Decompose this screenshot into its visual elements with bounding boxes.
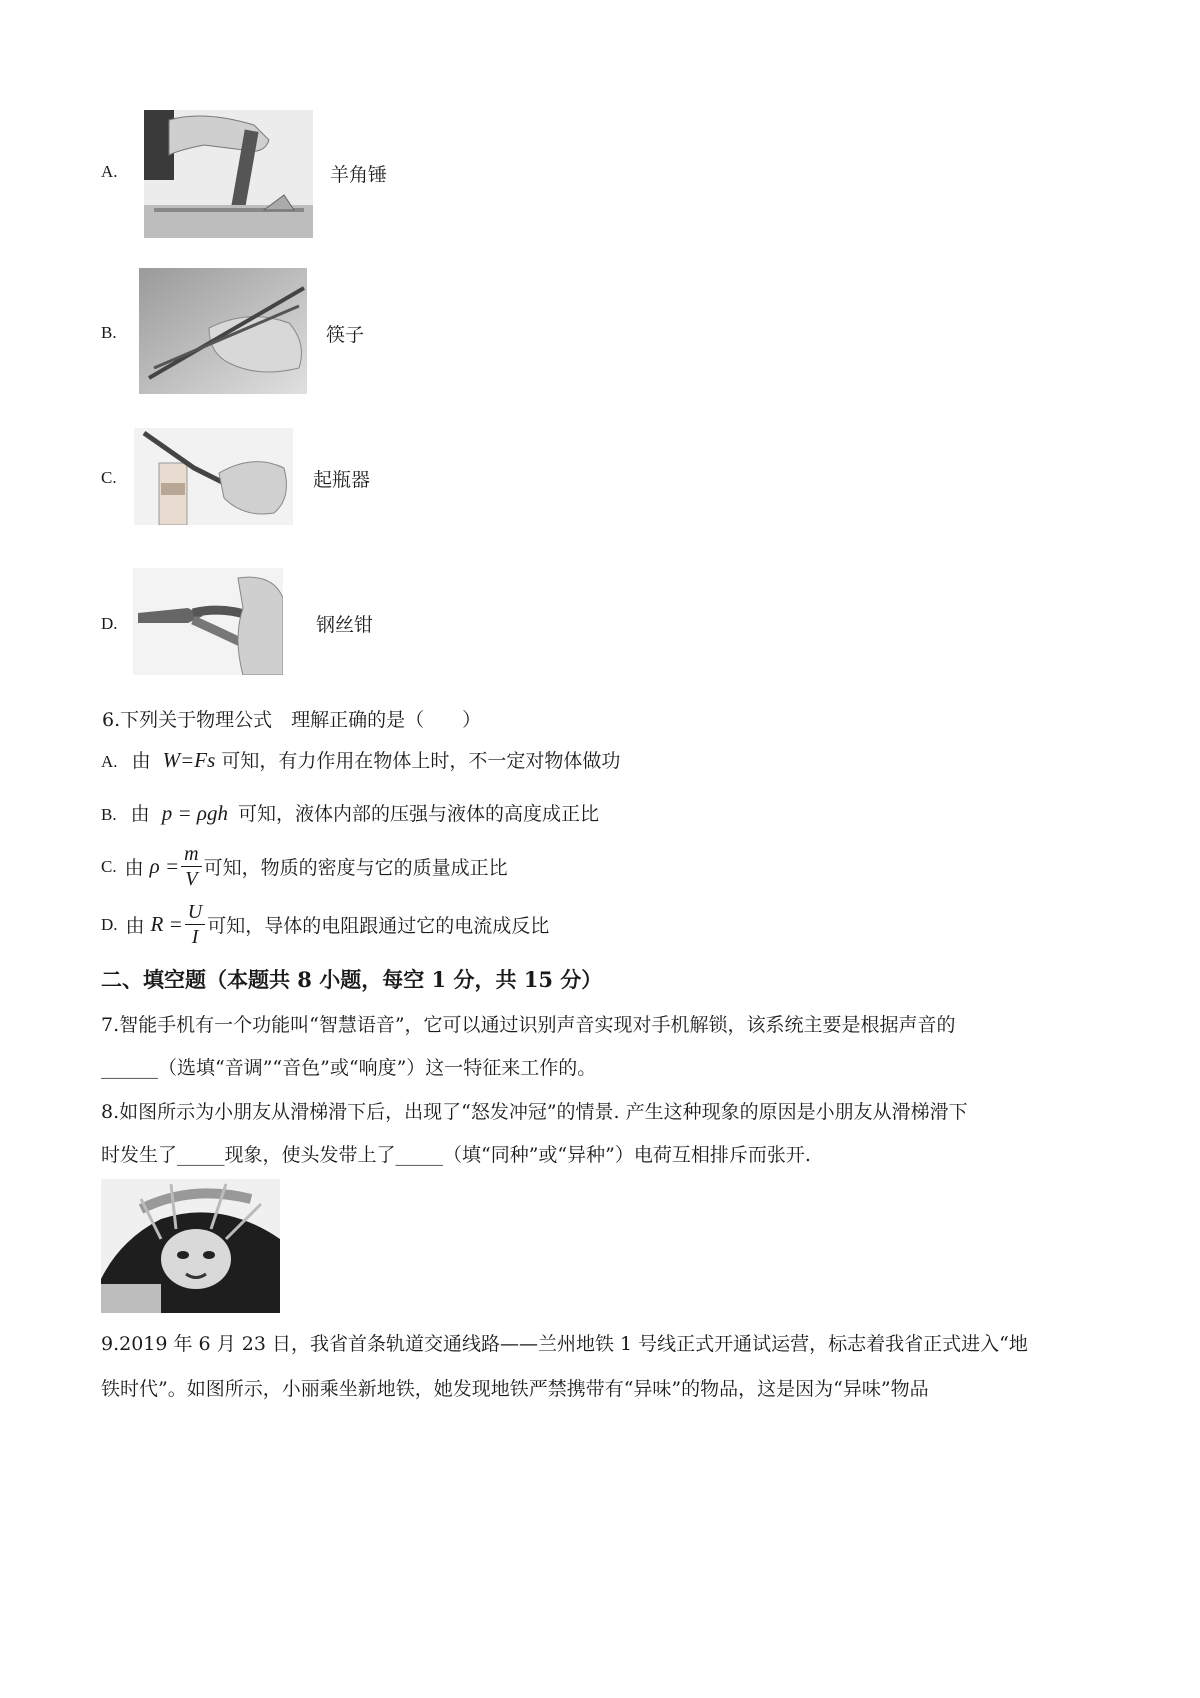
q6-stem: 6.下列关于物理公式 理解正确的是（ ） — [102, 709, 482, 731]
formula: W=Fs — [162, 748, 216, 772]
option-letter: C. — [101, 856, 117, 876]
q8-line-1: 8.如图所示为小朋友从滑梯滑下后，出现了“怒发冲冠”的情景. 产生这种现象的原因是小朋友从滑梯滑下 — [101, 1101, 968, 1123]
chopsticks-image — [139, 268, 307, 394]
option-name: 钢丝钳 — [316, 614, 374, 636]
option-text: 可知，物质的密度与它的质量成正比 — [203, 857, 508, 879]
q7-line-2: ______（选填“音调”“音色”或“响度”）这一特征来工作的。 — [101, 1057, 597, 1079]
option-prefix: 由 — [130, 803, 150, 825]
claw-hammer-image — [144, 110, 313, 238]
fraction — [181, 842, 201, 891]
q6-option-b — [101, 799, 599, 826]
pliers-image — [133, 568, 283, 675]
fraction — [185, 900, 205, 949]
option-prefix: 由 — [124, 857, 144, 879]
option-prefix: 由 — [125, 915, 145, 937]
option-text: 可知，有力作用在物体上时，不一定对物体做功 — [221, 750, 621, 772]
q6-option-a — [101, 746, 620, 773]
fraction-denominator: I — [191, 926, 199, 948]
option-text: 可知，液体内部的压强与液体的高度成正比 — [238, 803, 600, 825]
q7-line-1: 7.智能手机有一个功能叫“智慧语音”，它可以通过识别声音实现对手机解锁，该系统主要是根据声音的 — [101, 1014, 956, 1036]
section-title: 二、填空题（本题共 8 小题，每空 1 分，共 15 分） — [101, 967, 603, 992]
formula-lhs: R = — [150, 912, 183, 936]
fraction-denominator: V — [185, 868, 198, 890]
option-text: 可知，导体的电阻跟通过它的电流成反比 — [207, 915, 550, 937]
q9-line-2: 铁时代”。如图所示，小丽乘坐新地铁，她发现地铁严禁携带有“异味”的物品，这是因为“异味”物品 — [101, 1378, 929, 1400]
option-letter: A. — [101, 162, 118, 181]
option-letter: C. — [101, 468, 117, 487]
fraction-numerator: U — [185, 900, 205, 925]
formula-lhs: ρ = — [149, 854, 180, 878]
option-letter: D. — [101, 914, 118, 934]
option-name: 羊角锤 — [330, 164, 388, 186]
option-letter: A. — [101, 752, 118, 771]
bottle-opener-image — [134, 428, 293, 525]
option-name: 筷子 — [326, 324, 365, 346]
child-on-slide-image — [101, 1179, 280, 1313]
option-letter: B. — [101, 323, 117, 342]
q6-option-d — [101, 900, 549, 949]
fraction-numerator: m — [181, 842, 201, 867]
option-letter: D. — [101, 614, 118, 633]
option-name: 起瓶器 — [313, 469, 371, 491]
q9-line-1: 9.2019 年 6 月 23 日，我省首条轨道交通线路——兰州地铁 1 号线正式开通试运营，标志着我省正式进入“地 — [101, 1333, 1028, 1355]
q6-option-c — [101, 842, 508, 891]
option-prefix: 由 — [131, 750, 151, 772]
formula: p = ρgh — [161, 801, 228, 825]
option-letter: B. — [101, 805, 117, 824]
q8-line-2: 时发生了_____现象，使头发带上了_____（填“同种”或“异种”）电荷互相排斥而张开. — [101, 1144, 811, 1166]
